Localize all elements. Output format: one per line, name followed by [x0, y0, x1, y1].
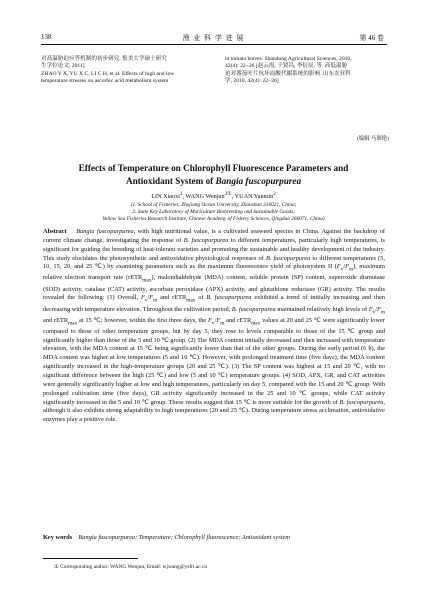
author-name: LIN Xiaoxi [151, 193, 180, 201]
reference-line: 42(4): 22−26 [赵云霞, 于贤昌, 李衍辰, 等. 高低温胁 [225, 63, 348, 70]
keywords-text: Bangia fuscopurpurea; Temperature; Chlorophyll fluorescence; Antioxidant system [78, 534, 290, 541]
author-superscript: 2① [224, 191, 232, 197]
author-name: YUAN Yanmin [234, 193, 274, 201]
affiliation-line: Yellow Sea Fisheries Research Institute, Chinese Academy of Fishery Sciences, Qingdao 266071, China) [102, 216, 325, 222]
references-left-column [41, 56, 211, 85]
footnote-rule [43, 558, 138, 559]
footnote: ① Corresponding author: WANG Wenjun, Email: wjwang@ysfri.ac.cn [54, 564, 208, 570]
keywords-label: Key words [43, 534, 73, 541]
title-line-1: Effects of Temperature on Chlorophyll Fluorescence Parameters and [78, 163, 349, 173]
header-rule [41, 44, 387, 45]
author-separator: , [231, 193, 235, 201]
abstract-label: Abstract [43, 228, 67, 235]
abstract [43, 228, 385, 425]
reference-line: 迫对番茄叶片抗坏血酸代谢系统的影响. 山东农业科 [225, 70, 351, 77]
affiliations [0, 202, 427, 223]
author-name: WANG Wenjun [185, 193, 225, 201]
references-right-column [225, 56, 387, 85]
article-title [40, 162, 387, 187]
reference-line: 对高温胁迫应答机制的初步研究. 集美大学硕士研究 [41, 56, 167, 62]
affiliation-line: (1. School of Fisheries, Zhejiang Ocean University, Zhoushan 316021, China; [130, 202, 297, 208]
reference-line: in tomato leaves. Shandong Agricultural Sciences, 2010, [225, 56, 352, 62]
page-number: 138 [41, 33, 52, 41]
title-line-2-text: Antioxidant System of [125, 175, 216, 186]
reference-line: 生学位论文, 2011] [41, 63, 85, 70]
title-species: Bangia fuscopurpurea [215, 175, 302, 186]
volume-label: 第 46 卷 [359, 34, 384, 42]
author-superscript: 2 [273, 191, 276, 197]
author-list [0, 191, 427, 200]
journal-name: 渔 业 科 学 进 展 [182, 34, 245, 42]
author-superscript: 1 [179, 191, 183, 197]
keywords [43, 534, 385, 541]
author-separator: , [182, 193, 186, 201]
reference-line: ZHAO Y X, YU X C, LI C H, et al. Effects of high and low [41, 70, 175, 77]
title-line-2 [40, 175, 387, 188]
reference-line: 学, 2010, 42(4): 22−26] [225, 77, 279, 84]
reference-line: temperature stresses on ascorbic acid metabolism system [41, 77, 169, 84]
abstract-body: Bangia fuscopurpurea, with high nutritional value, is a cultivated seaweed species in China. Against the backdrop of current climate change, investigating the response of B. fuscopurpurea to different temperatures, particularly high temperatures, is significant for guiding the breeding of heat-tolerant varieties and promoting the sustainable and healthy development of the industry. This study elucidates the photosynthetic and antioxidative physiological responses of B. fuscopurpurea to different temperatures (5, 10, 15, 20, and 25 ℃) by examining parameters such as the maximum fluorescence yield of photosystem II $(F_v/F_m)$, maximum relative electron transport rate (rETR$_{max}$), malondialdehyde (MDA) content, soluble protein (SP) content, superoxide dismutase (SOD) activity, catalase (CAT) activity, ascorbate peroxidase (APX) activity, and glutathione reductase (GR) activity. The results revealed the following: (1) Overall, $F_v/F_m$ and rETR$_{max}$ of B. fuscopurpurea exhibited a trend of initially increasing and then decreasing with temperature elevation. Throughout the cultivation period, B. fuscopurpurea maintained relatively high levels of $F_v/F_m$ and rETR$_{max}$ at 15 ℃; however, within the first three days, the $F_v/F_m$ and rETR$_{max}$ values at 20 and 25 ℃ were significantly lower compared to those of other temperature groups, but by day 5, they rose to levels comparable to those of the 15 ℃ group and significantly higher than those of the 5 and 10 ℃ group. (2) The MDA content initially decreased and then increased with temperature elevation, with the MDA content at 15 ℃ being significantly lower than that of the other groups. During the early period (6 h), the MDA content was higher at low temperatures (5 and 10 ℃). However, with prolonged treatment time (five days), the MDA content significantly increased in the high-temperature groups (20 and 25 ℃). (3) The SP content was highest at 15 and 20 ℃, with no significant difference between the high (25 ℃) and low (5 and 10 ℃) temperature groups. (4) SOD, APX, GR, and CAT activities were generally significantly higher at low and high temperatures, particularly on day 5, compared with the 15 and 20 ℃ group. With prolonged cultivation time (five days), GR activity significantly increased in the 25 and 10 ℃ groups, while CAT activity significantly increased in the 5 and 10 ℃ group. These results suggest that 15 ℃ is more suitable for the growth of B. fuscopurpurea, although it also exhibits strong adaptability to high temperatures (20 and 25 ℃). During temperature stress acclimation, antioxidative enzymes play a positive role. [43, 228, 385, 424]
affiliation-line: 2. State Key Laboratory of Mariculture Biobreeding and Sustainable Goods, [132, 209, 295, 215]
editor-note: (编辑 马璀艳) [357, 136, 389, 142]
